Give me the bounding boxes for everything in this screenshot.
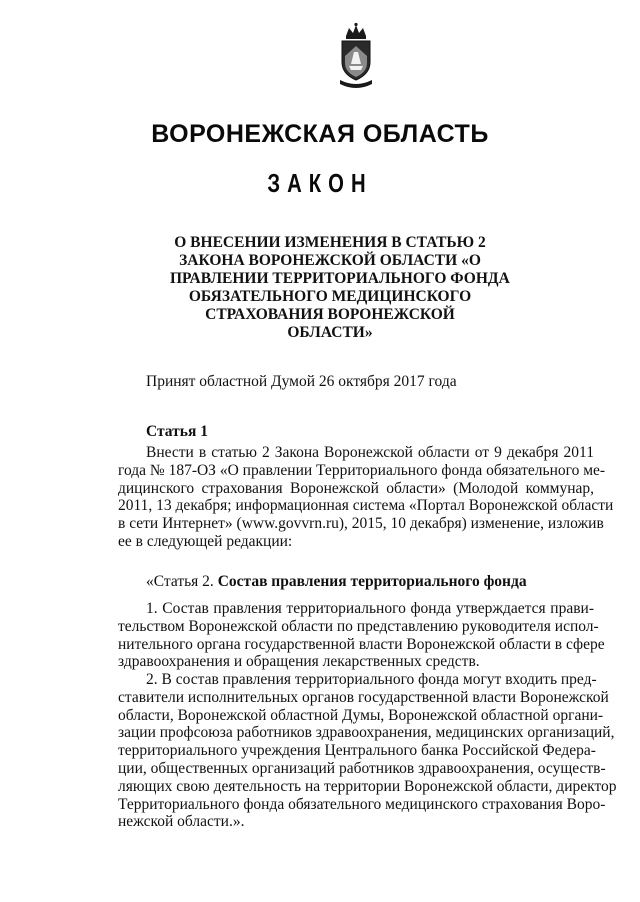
document-type-heading: ЗАКОН [267,168,373,198]
paragraph-line: ставители исполнительных органов государственной власти Воронежской [118,688,609,706]
paragraph-line: ции, общественных организаций работников здравоохранения, осуществ- [118,759,606,777]
article-1-heading: Статья 1 [146,423,208,440]
paragraph-line: 2. В состав правления территориального фонда могут входить пред- [146,671,597,688]
paragraph-line: тельством Воронежской области по представлению руководителя испол- [118,617,599,635]
paragraph-line: Территориального фонда обязательного медицинского страхования Воро- [118,795,606,813]
paragraph-line: Внести в статью 2 Закона Воронежской области от 9 декабря 2011 [146,444,594,461]
article-2-paragraph-1 [118,600,605,671]
law-title-line: ОБЯЗАТЕЛЬНОГО МЕДИЦИНСКОГО [188,288,472,305]
paragraph-line: нежской области.». [118,813,245,831]
paragraph-line: дицинского страхования Воронежской области» (Молодой коммунар, [118,479,594,497]
paragraph-line: территориального учреждения Центрального банка Российской Федера- [118,742,596,760]
law-title-line: О ВНЕСЕНИИ ИЗМЕНЕНИЯ В СТАТЬЮ 2 [174,234,486,251]
article-2-paragraph-2 [118,671,617,831]
region-heading: ВОРОНЕЖСКАЯ ОБЛАСТЬ [151,120,489,148]
paragraph-line: года № 187-ОЗ «О правлении Территориального фонда обязательного ме- [118,461,606,479]
paragraph-line: ляющих свою деятельность на территории Воронежской области, директор [118,777,617,795]
law-title-line: ОБЛАСТИ» [287,324,373,341]
paragraph-line: зации профсоюза работников здравоохранения, медицинских организаций, [118,724,615,742]
paragraph-line: 2011, 13 декабря; информационная система «Портал Воронежской области [118,497,614,515]
law-title-line: ПРАВЛЕНИИ ТЕРРИТОРИАЛЬНОГО ФОНДА [170,270,510,287]
paragraph-line: ее в следующей редакции: [118,532,293,550]
coat-of-arms-icon [334,22,378,92]
article-2-heading [146,573,527,591]
article-2-prefix: «Статья 2. [146,573,218,590]
article-1-paragraph [118,444,614,551]
law-title-line: СТРАХОВАНИЯ ВОРОНЕЖСКОЙ [205,306,455,323]
article-2-title: Состав правления территориального фонда [217,573,527,590]
paragraph-line: 1. Состав правления территориального фонда утверждается прави- [146,600,594,617]
adoption-note: Принят областной Думой 26 октября 2017 года [146,373,457,390]
paragraph-line: в сети Интернет» (www.govvrn.ru), 2015, 10 декабря) изменение, изложив [118,515,604,533]
paragraph-line: нительного органа государственной власти Воронежской области в сфере [118,635,605,653]
law-title [170,234,510,342]
paragraph-line: области, Воронежской областной Думы, Воронежской областной органи- [118,706,604,724]
law-title-line: ЗАКОНА ВОРОНЕЖСКОЙ ОБЛАСТИ «О [179,252,481,269]
paragraph-line: здравоохранения и обращения лекарственных средств. [118,653,480,671]
